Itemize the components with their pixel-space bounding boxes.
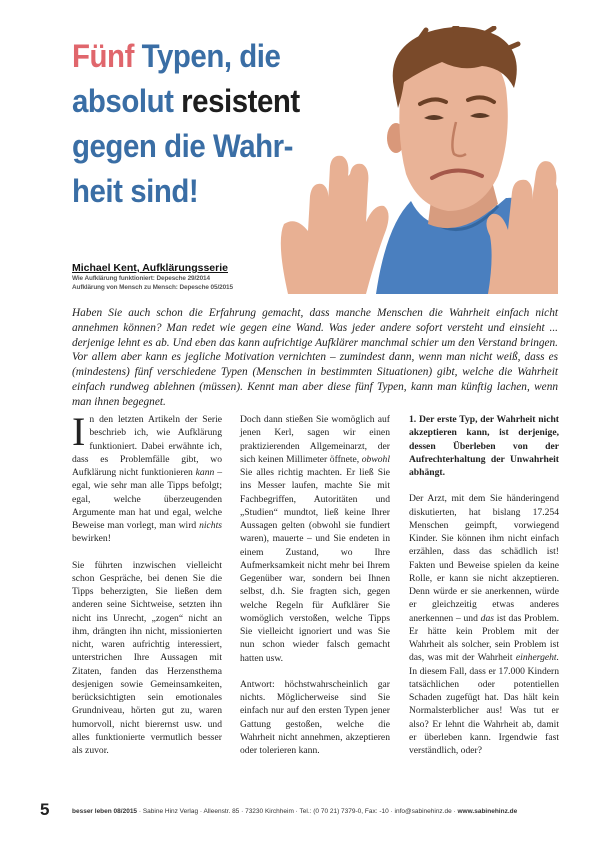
article-column-1 (72, 409, 222, 770)
title-word-dark: resistent (181, 83, 300, 119)
paragraph-text: n den letzten Artikeln der Serie beschrieb ich, wie Aufklärung funktioniert. Dabei erwähnte ich, dass es Problemfälle gibt, wo Aufklärung nicht funktionieren (72, 414, 222, 478)
paragraph: Sie führten inzwischen vielleicht schon Gespräche, bei denen Sie die Tipps beherzigten, Sie ließen dem anderen seine Sichtweise, setzten ihn nicht ins Unrecht, „zogen“ nicht an ihm, drängten ihn nicht, missionierten nicht, waren aufrichtig interessiert, unterstrichen Ihre Aussagen mit Zitaten, fanden das Herzensthema desjenigen sowie Gemeinsamkeiten, berücksichtigten sein emotionales Grundniveau, hörten gut zu, waren humorvoll, nicht bierernst usw. und alles funktionierte vermutlich besser als zuvor. (72, 559, 222, 756)
section-heading: 1. Der erste Typ, der Wahrheit nicht akzeptieren kann, ist derjenige, dessen Überleben von der Aufrechterhaltung der Unwahrheit abhängt. (409, 414, 559, 478)
drop-cap: I (72, 409, 86, 454)
footer-website: www.sabinehinz.de (457, 808, 518, 815)
paragraph (409, 492, 559, 757)
byline (72, 262, 252, 292)
header-photo (236, 26, 558, 294)
page-number: 5 (40, 800, 50, 819)
paragraph (240, 413, 390, 665)
paragraph-text: Sie alles richtig machten. Er ließ Sie ins Messer laufen, machte Sie mit Fachbegriffen, Autoritäten und „Studien“ mundtot, ließ keine Ihrer Aussagen gelten (obwohl sie fundiert waren), mauerte – und Sie endeten in einem Zustand, wo Ihre Aufmerksamkeit nicht mehr bei Ihrem Gegenüber war, sondern bei Ihnen selbst, d.h. Sie fragten sich, gegen welche Regeln für Aufklärer Sie womöglich verstoßen, welche Tipps Sie vielleicht ignoriert und was Sie nun schon wieder falsch gemacht hatten usw. (240, 467, 390, 664)
paragraph: Antwort: höchstwahrscheinlich gar nichts. Möglicherweise sind Sie einfach nur auf den ersten Typen jener Gattung gestoßen, welche die Wahrheit nicht annehmen, akzeptieren oder tolerieren kann. (240, 678, 390, 756)
emphasis: kann (195, 467, 215, 478)
footer-imprint (72, 808, 562, 815)
right-hand (486, 161, 558, 294)
paragraph-text: Doch dann stießen Sie womöglich auf jenen Kerl, sagen wir einen praktizierenden Allgemeinarzt, der sich keinen Millimeter öffnete, (240, 414, 390, 465)
article-column-2 (240, 413, 390, 770)
title-line-2-blue: absolut (72, 83, 182, 119)
paragraph-text: ist das Problem. Er hätte kein Problem mit der Wahrheit als solcher, sein Problem ist das, was mit der Wahrheit (409, 612, 559, 664)
paragraph-text: bewirken! (72, 533, 111, 545)
emphasis: das (480, 612, 494, 624)
paragraph-text: In diesem Fall, dass er 17.000 Kindern tatsächlichen oder potentiellen Schaden zugefügt hat. Das hält kein Normalsterblicher aus! Was tut er also? Er lehnt die Wahrheit ab, damit er überleben kann. Irgendwie fast verständlich, oder? (409, 665, 559, 756)
paragraph (72, 409, 222, 546)
byline-reference-2: Aufklärung von Mensch zu Mensch: Depesche 05/2015 (72, 284, 233, 291)
intro-paragraph: Haben Sie auch schon die Erfahrung gemacht, dass manche Menschen die Wahrheit einfach nicht annehmen können? Man redet wie gegen eine Wand. Was jeder andere sofort versteht und einsieht ... derjenige lehnt es ab. Und eben das kann aufrichtige Aufklärer manchmal schier um den Verstand bringen. Vor allem aber kann es jegliche Motivation vernichten – zumindest dann, wenn man nicht weiß, dass es (mindestens) fünf verschiedene Typen (Menschen in bestimmten Situationen) gibt, welche die Wahrheit einfach rundweg ablehnen (müssen). Kennt man aber diese fünf Typen, kann man künftig lachen, wenn man ihnen begegnet. (72, 307, 558, 408)
byline-reference-1: Wie Aufklärung funktioniert: Depesche 29/2014 (72, 275, 210, 282)
emphasis: einhergeht. (515, 652, 559, 664)
emphasis: obwohl (361, 453, 390, 465)
title-word-red: Fünf (72, 38, 134, 74)
paragraph-text: Der Arzt, mit dem Sie händeringend diskutierten, hat bislang 17.254 Menschen geimpft, vorwiegend Kinder. Sie können ihm nicht einfach erzählen, dass das schädlich ist! Fakten und Beweise spielen da keine Rolle, er kann sie nicht akzeptieren. Denn würde er sie anerkennen, würde er gleichzeitig etwas anderes anerkennen – und (409, 493, 559, 624)
left-hand (281, 156, 389, 294)
footer-details: · Sabine Hinz Verlag · Alleenstr. 85 · 73230 Kirchheim · Tel.: (0 70 21) 7379-0, Fax: -10 · info@sabinehinz.de · (137, 808, 458, 815)
title-line-3: gegen die Wahr- (72, 128, 294, 164)
footer-issue: besser leben 08/2015 (72, 808, 138, 815)
title-line-4: heit sind! (72, 173, 199, 209)
emphasis: nichts (199, 520, 222, 531)
title-line-1-rest: Typen, die (133, 38, 281, 74)
byline-author: Michael Kent, Aufklärungsserie (72, 262, 228, 274)
paragraph-text: – egal, wie sehr man alle Tipps befolgt; egal, welche überzeugenden Argumente man hat und egal, welche Beweise man vorlegt, man wird (72, 467, 222, 531)
article-column-3 (409, 413, 559, 770)
